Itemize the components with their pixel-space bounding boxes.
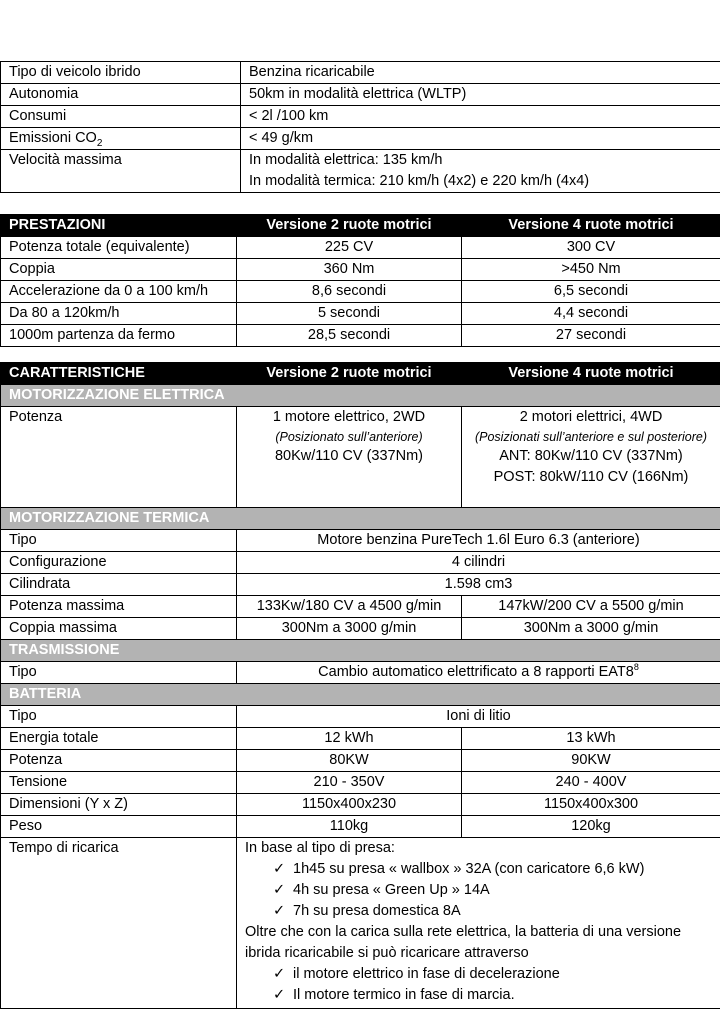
motor-power-2wd: 80Kw/110 CV (337Nm) bbox=[274, 448, 424, 464]
cell-merged: 4 cilindri bbox=[237, 552, 720, 574]
cell-2wd: 225 CV bbox=[237, 237, 462, 259]
cell-2wd: 80KW bbox=[237, 750, 462, 772]
row-label: Tensione bbox=[1, 772, 237, 794]
row-value: Benzina ricaricabile bbox=[241, 62, 720, 84]
section-title: MOTORIZZAZIONE TERMICA bbox=[1, 508, 720, 530]
cell-4wd: 300 CV bbox=[462, 237, 720, 259]
section-row bbox=[1, 508, 720, 530]
row-label: Tipo di veicolo ibrido bbox=[1, 62, 241, 84]
table-row bbox=[1, 259, 720, 281]
row-label: Velocità massima bbox=[1, 150, 241, 193]
list-item bbox=[245, 985, 712, 1006]
section-title: TRASMISSIONE bbox=[1, 640, 720, 662]
cell-4wd: 13 kWh bbox=[462, 728, 720, 750]
list-item-text: il motore elettrico in fase di decelerazione bbox=[293, 966, 560, 982]
list-item bbox=[245, 859, 712, 880]
table-header bbox=[1, 215, 720, 237]
section-title: BATTERIA bbox=[1, 684, 720, 706]
cell-4wd: 27 secondi bbox=[462, 325, 720, 347]
prestazioni-table bbox=[0, 214, 720, 347]
row-label: Tipo bbox=[1, 706, 237, 728]
row-label: Potenza bbox=[1, 407, 237, 508]
transmission-value: Cambio automatico elettrificato a 8 rapporti EAT8 bbox=[318, 664, 634, 680]
motor-power-rear: POST: 80kW/110 CV (166Nm) bbox=[493, 469, 689, 485]
cell-merged: 1.598 cm3 bbox=[237, 574, 720, 596]
header-cell: CARATTERISTICHE bbox=[1, 363, 237, 385]
speed-electric: In modalità elettrica: 135 km/h bbox=[249, 152, 443, 168]
table-row bbox=[1, 596, 720, 618]
row-label: Tempo di ricarica bbox=[1, 838, 237, 1009]
caratteristiche-table bbox=[0, 362, 720, 1009]
cell-4wd: 300Nm a 3000 g/min bbox=[462, 618, 720, 640]
row-label: Dimensioni (Y x Z) bbox=[1, 794, 237, 816]
row-label: Autonomia bbox=[1, 84, 241, 106]
cell-2wd: 210 - 350V bbox=[237, 772, 462, 794]
row-label: Cilindrata bbox=[1, 574, 237, 596]
table-row bbox=[1, 772, 720, 794]
charging-cell bbox=[237, 838, 720, 1009]
list-item bbox=[245, 964, 712, 985]
motor-count-2wd: 1 motore elettrico, 2WD bbox=[272, 409, 426, 425]
motor-note-2wd: (Posizionato sull’anteriore) bbox=[275, 430, 423, 444]
general-table bbox=[0, 61, 720, 193]
table-row bbox=[1, 84, 720, 106]
table-row bbox=[1, 62, 720, 84]
cell-4wd: >450 Nm bbox=[462, 259, 720, 281]
row-label: Tipo bbox=[1, 662, 237, 684]
row-label: Potenza bbox=[1, 750, 237, 772]
table-row bbox=[1, 106, 720, 128]
cell-4wd: 147kW/200 CV a 5500 g/min bbox=[462, 596, 720, 618]
table-row bbox=[1, 750, 720, 772]
cell-4wd: 120kg bbox=[462, 816, 720, 838]
table-row bbox=[1, 530, 720, 552]
list-item bbox=[245, 901, 712, 922]
table-row bbox=[1, 303, 720, 325]
cell-4wd: 90KW bbox=[462, 750, 720, 772]
table-row bbox=[1, 281, 720, 303]
section-row bbox=[1, 385, 720, 407]
table-row bbox=[1, 618, 720, 640]
row-label: Potenza massima bbox=[1, 596, 237, 618]
row-value: < 49 g/km bbox=[241, 128, 720, 150]
cell-4wd bbox=[462, 407, 720, 508]
cell-2wd: 12 kWh bbox=[237, 728, 462, 750]
header-cell: Versione 4 ruote motrici bbox=[462, 363, 720, 385]
row-value bbox=[241, 150, 720, 193]
header-cell: Versione 4 ruote motrici bbox=[462, 215, 720, 237]
table-row bbox=[1, 728, 720, 750]
row-label: Coppia massima bbox=[1, 618, 237, 640]
cell-merged bbox=[237, 662, 720, 684]
cell-2wd: 300Nm a 3000 g/min bbox=[237, 618, 462, 640]
table-row bbox=[1, 552, 720, 574]
row-label: Consumi bbox=[1, 106, 241, 128]
table-row bbox=[1, 816, 720, 838]
row-value: 50km in modalità elettrica (WLTP) bbox=[241, 84, 720, 106]
check-icon: ✓ bbox=[273, 966, 286, 982]
header-cell: Versione 2 ruote motrici bbox=[237, 363, 462, 385]
emissions-label: Emissioni CO bbox=[9, 130, 97, 146]
cell-2wd: 28,5 secondi bbox=[237, 325, 462, 347]
row-label: Potenza totale (equivalente) bbox=[1, 237, 237, 259]
table-row bbox=[1, 706, 720, 728]
row-label: Coppia bbox=[1, 259, 237, 281]
footnote-marker: 8 bbox=[633, 662, 639, 673]
row-label: Energia totale bbox=[1, 728, 237, 750]
table-row bbox=[1, 838, 720, 1009]
cell-merged: Motore benzina PureTech 1.6l Euro 6.3 (anteriore) bbox=[237, 530, 720, 552]
cell-merged: Ioni di litio bbox=[237, 706, 720, 728]
cell-2wd: 360 Nm bbox=[237, 259, 462, 281]
row-label: Peso bbox=[1, 816, 237, 838]
motor-count-4wd: 2 motori elettrici, 4WD bbox=[519, 409, 663, 425]
header-cell: PRESTAZIONI bbox=[1, 215, 237, 237]
list-item-text: 7h su presa domestica 8A bbox=[293, 903, 461, 919]
section-row bbox=[1, 640, 720, 662]
table-header bbox=[1, 363, 720, 385]
table-row bbox=[1, 574, 720, 596]
row-label bbox=[1, 128, 241, 150]
cell-2wd: 110kg bbox=[237, 816, 462, 838]
list-item-text: 4h su presa « Green Up » 14A bbox=[293, 882, 490, 898]
row-value: < 2l /100 km bbox=[241, 106, 720, 128]
cell-4wd: 4,4 secondi bbox=[462, 303, 720, 325]
row-label: Configurazione bbox=[1, 552, 237, 574]
table-row bbox=[1, 407, 720, 508]
check-icon: ✓ bbox=[273, 882, 286, 898]
row-label: 1000m partenza da fermo bbox=[1, 325, 237, 347]
list-item-text: Il motore termico in fase di marcia. bbox=[293, 987, 515, 1003]
check-icon: ✓ bbox=[273, 987, 286, 1003]
header-cell: Versione 2 ruote motrici bbox=[237, 215, 462, 237]
emissions-subscript: 2 bbox=[96, 137, 103, 149]
cell-4wd: 6,5 secondi bbox=[462, 281, 720, 303]
table-row bbox=[1, 128, 720, 150]
speed-thermal: In modalità termica: 210 km/h (4x2) e 220 km/h (4x4) bbox=[249, 173, 590, 189]
check-icon: ✓ bbox=[273, 903, 286, 919]
motor-power-front: ANT: 80Kw/110 CV (337Nm) bbox=[499, 448, 683, 464]
table-row bbox=[1, 662, 720, 684]
table-row bbox=[1, 237, 720, 259]
table-row bbox=[1, 794, 720, 816]
cell-2wd bbox=[237, 407, 462, 508]
list-item-text: 1h45 su presa « wallbox » 32A (con caricatore 6,6 kW) bbox=[293, 861, 645, 877]
cell-2wd: 133Kw/180 CV a 4500 g/min bbox=[237, 596, 462, 618]
row-label: Tipo bbox=[1, 530, 237, 552]
check-icon: ✓ bbox=[273, 861, 286, 877]
cell-2wd: 8,6 secondi bbox=[237, 281, 462, 303]
cell-2wd: 1150x400x230 bbox=[237, 794, 462, 816]
cell-4wd: 240 - 400V bbox=[462, 772, 720, 794]
motor-note-4wd: (Posizionati sull’anteriore e sul posteriore) bbox=[474, 430, 708, 444]
row-label: Accelerazione da 0 a 100 km/h bbox=[1, 281, 237, 303]
section-row bbox=[1, 684, 720, 706]
cell-4wd: 1150x400x300 bbox=[462, 794, 720, 816]
row-label: Da 80 a 120km/h bbox=[1, 303, 237, 325]
charging-intro: In base al tipo di presa: bbox=[245, 840, 395, 856]
section-title: MOTORIZZAZIONE ELETTRICA bbox=[1, 385, 720, 407]
table-row bbox=[1, 150, 720, 193]
table-row bbox=[1, 325, 720, 347]
cell-2wd: 5 secondi bbox=[237, 303, 462, 325]
list-item bbox=[245, 880, 712, 901]
charging-text: Oltre che con la carica sulla rete elettrica, la batteria di una versione ibrida ricaricabile si può ricaricare attraverso bbox=[245, 924, 682, 961]
